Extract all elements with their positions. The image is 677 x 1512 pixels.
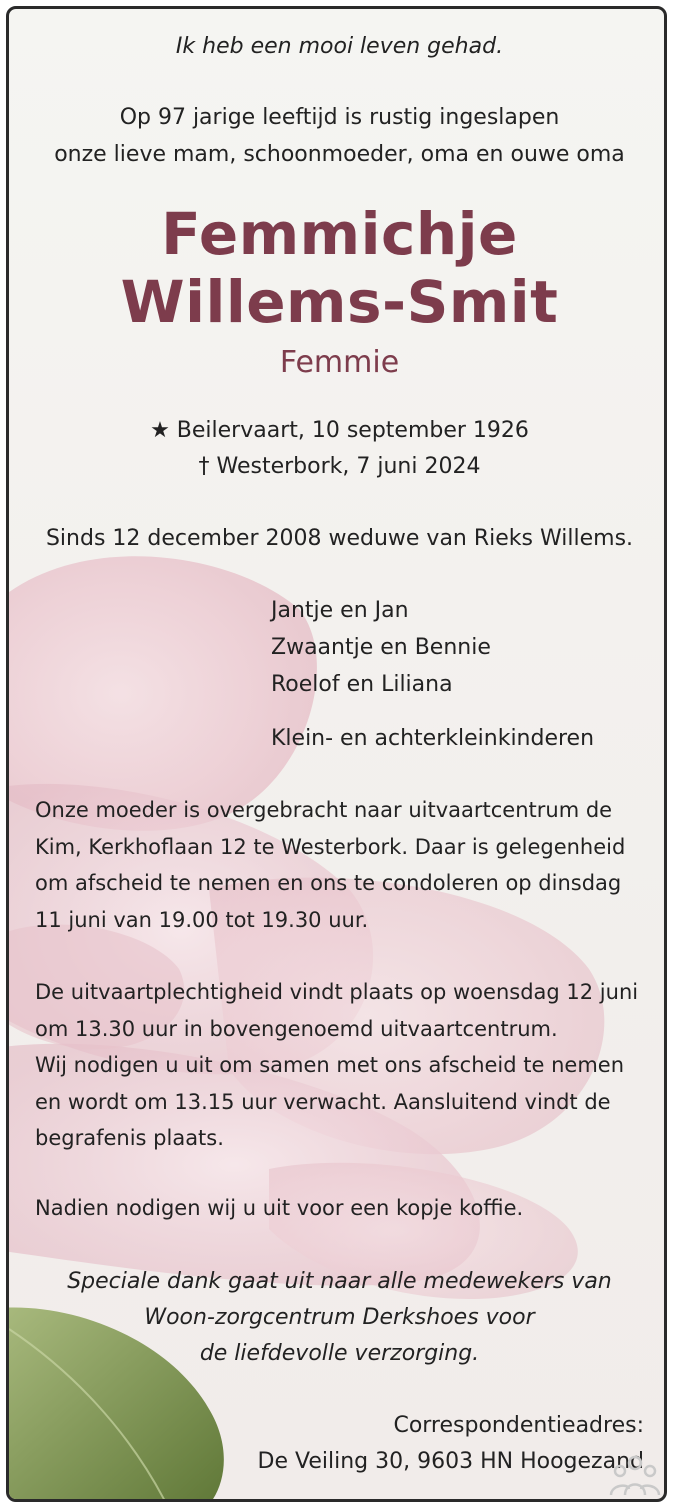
widow-statement: Sinds 12 december 2008 weduwe van Rieks Willems. (45, 526, 634, 551)
thanks-line: de liefdevolle verzorging. (199, 1341, 480, 1366)
thanks-line: Woon-zorgcentrum Derkshoes voor (144, 1305, 535, 1330)
death-notice-card (6, 6, 667, 1502)
birth-info: ★ Beilervaart, 10 september 1926 (150, 418, 529, 443)
motto: Ik heb een mooi leven gehad. (175, 34, 504, 59)
paragraph-line: Wij nodigen u uit om samen met ons afscheid te nemen (35, 1053, 625, 1077)
intro-line: onze lieve mam, schoonmoeder, oma en ouwe oma (54, 142, 625, 167)
paragraph-line: 11 juni van 19.00 tot 19.30 uur. (35, 907, 369, 932)
viewing-paragraph (35, 792, 655, 938)
nickname: Femmie (279, 345, 400, 380)
deceased-surname: Willems-Smit (120, 268, 559, 336)
death-info: † Westerbork, 7 juni 2024 (198, 454, 481, 479)
people-group-icon (608, 1453, 662, 1497)
paragraph-line: Nadien nodigen wij u uit voor een kopje koffie. (35, 1196, 524, 1220)
address-label: Correspondentieadres: (393, 1413, 644, 1438)
paragraph-line: om afscheid te nemen en ons te condoleren op dinsdag (35, 871, 622, 895)
paragraph-line: en wordt om 13.15 uur verwacht. Aansluitend vindt de (35, 1089, 611, 1114)
paragraph-line: om 13.30 uur in bovengenoemd uitvaartcentrum. (35, 1016, 558, 1041)
paragraph-line: begrafenis plaats. (35, 1126, 224, 1150)
thanks-line: Speciale dank gaat uit naar alle medewekers van (67, 1269, 612, 1294)
paragraph-line: Onze moeder is overgebracht naar uitvaartcentrum de (35, 798, 613, 822)
deceased-first-name: Femmichje (161, 200, 518, 268)
family-member: Roelof en Liliana (271, 672, 453, 697)
address: De Veiling 30, 9603 HN Hoogezand (257, 1449, 644, 1474)
family-member: Zwaantje en Bennie (271, 635, 491, 660)
family-member: Jantje en Jan (271, 598, 409, 623)
coffee-invitation (35, 1190, 655, 1227)
funeral-paragraph (35, 974, 655, 1157)
paragraph-line: Kim, Kerkhoflaan 12 te Westerbork. Daar is gelegenheid (35, 834, 626, 859)
paragraph-line: De uitvaartplechtigheid vindt plaats op woensdag 12 juni (35, 980, 639, 1004)
intro-line: Op 97 jarige leeftijd is rustig ingeslapen (119, 105, 560, 130)
grandchildren: Klein- en achterkleinkinderen (271, 726, 595, 751)
